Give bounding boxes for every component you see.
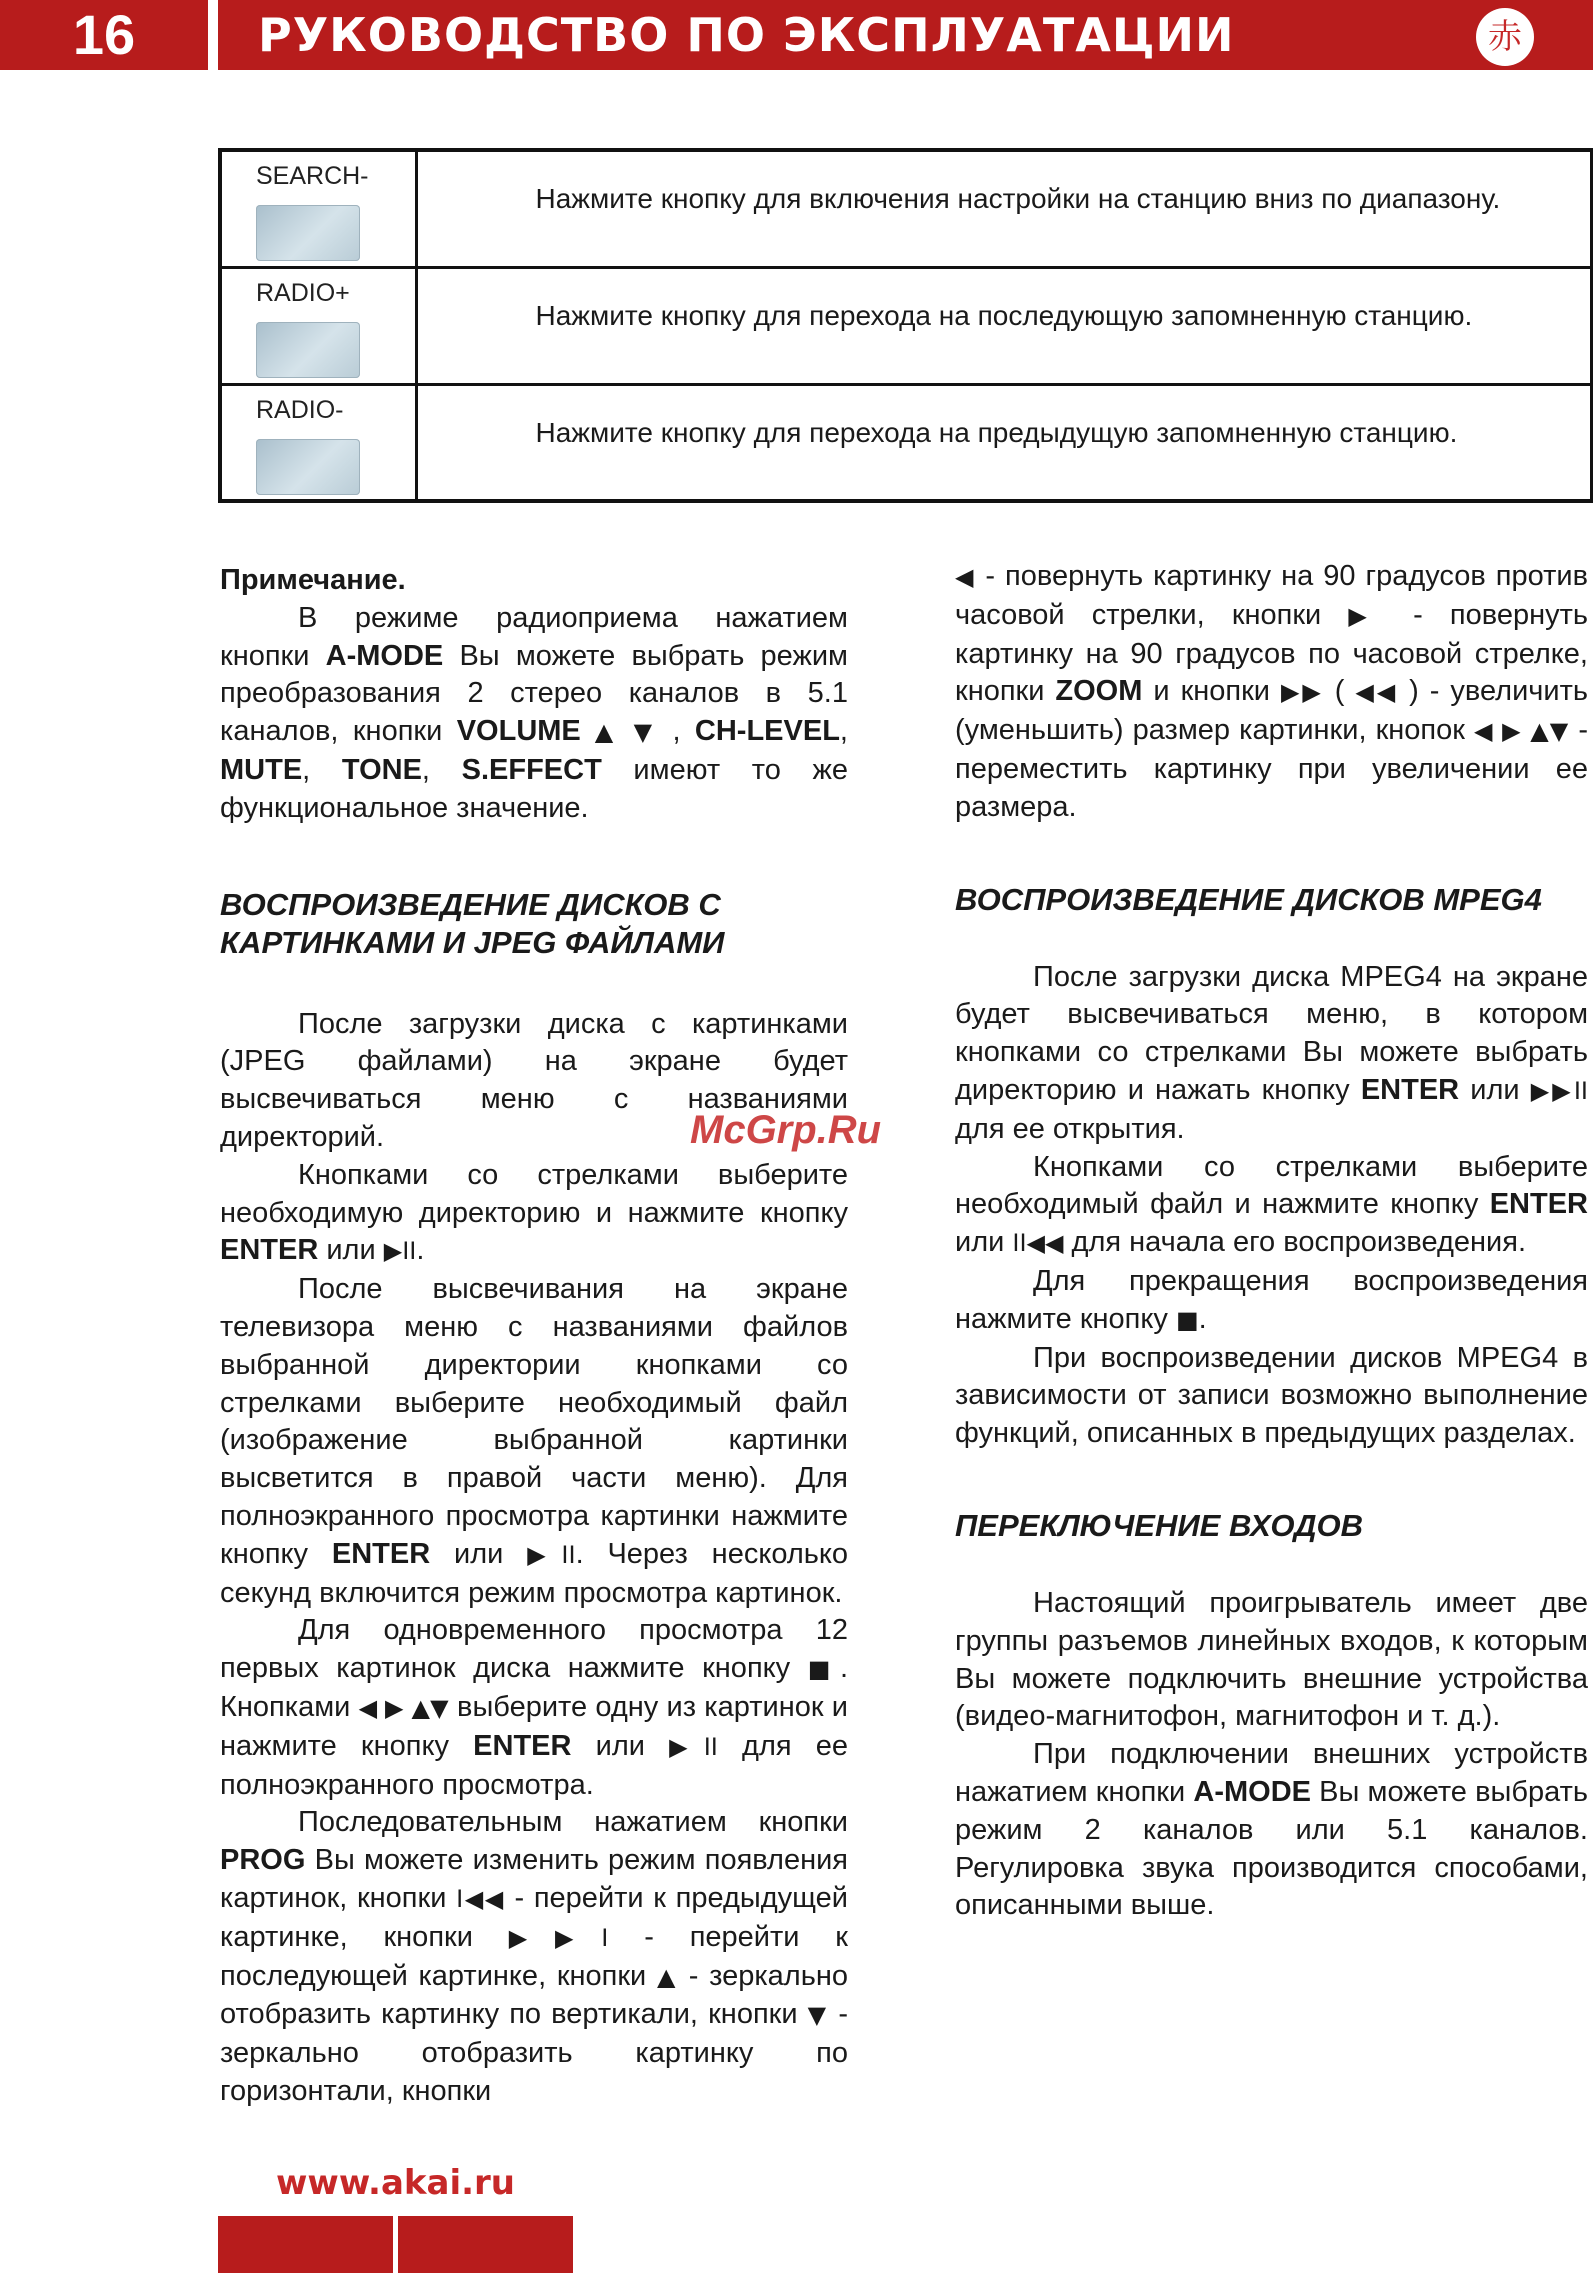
down-arrow-icon: ▼: [807, 2001, 829, 2030]
next-icon: ▶▶I: [508, 1923, 609, 1952]
key-label-radio-plus: RADIO+: [256, 278, 350, 307]
jpeg-section-title: ВОСПРОИЗВЕДЕНИЕ ДИСКОВ С КАРТИНКАМИ И JPEG ФАЙЛАМИ: [220, 886, 725, 960]
key-cell: [220, 384, 416, 501]
desc-cell: [416, 384, 1592, 501]
pause-prev-icon: II◀◀: [1012, 1229, 1064, 1258]
play-pause-icon: ▶II: [669, 1732, 718, 1761]
watermark: McGrp.Ru: [690, 1108, 882, 1152]
key-description: Нажмите кнопку для перехода на предыдущую запомненную станцию.: [535, 416, 1458, 448]
stop-icon: ■: [1175, 1305, 1199, 1334]
jpeg-paragraph: После высвечивания на экране телевизора меню с названиями файлов выбранной директории кнопками со стрелками выберите необходимый файл (изображение выбранной картинки высветится в правой части меню). Для полноэкранного просмотра картинки нажмите кнопку ENTER или ▶II. Через несколько секунд включится режим просмотра картинок.: [220, 1273, 848, 1609]
note-title: Примечание.: [220, 564, 406, 596]
desc-cell: [416, 267, 1592, 384]
mpeg4-paragraph: Кнопками со стрелками выберите необходимый файл и нажмите кнопку ENTER или II◀◀ для начала его воспроизведения.: [955, 1150, 1588, 1259]
table-row: [220, 267, 1592, 384]
mpeg4-paragraph: Для прекращения воспроизведения нажмите кнопку ■.: [955, 1264, 1588, 1335]
radio-minus-button-icon: [256, 439, 360, 495]
page-title: РУКОВОДСТВО ПО ЭКСПЛУАТАЦИИ: [258, 8, 1235, 62]
arrows-icon: ◀ ▶ ▲▼: [358, 1693, 449, 1722]
fast-forward-icon: ▶▶: [1280, 678, 1324, 707]
left-column: [220, 562, 848, 2111]
key-description: Нажмите кнопку для перехода на последующую запомненную станцию.: [535, 299, 1473, 331]
up-down-arrows-icon: ▲ ▼: [580, 718, 673, 747]
footer-website-link[interactable]: www.akai.ru: [276, 2163, 516, 2203]
radio-plus-button-icon: [256, 322, 360, 378]
jpeg-paragraph: Для одновременного просмотра 12 первых картинок диска нажмите кнопку ■. Кнопками ◀ ▶ ▲▼ выберите одну из картинок и нажмите кнопку ENTER или ▶II для ее полноэкранного просмотра.: [220, 1614, 849, 1801]
key-description: Нажмите кнопку для включения настройки на станцию вниз по диапазону.: [535, 183, 1501, 214]
stop-icon: ■: [807, 1655, 840, 1684]
right-column: [955, 558, 1588, 1925]
search-minus-button-icon: [256, 205, 360, 261]
mpeg4-paragraph: При воспроизведении дисков MPEG4 в зависимости от записи возможно выполнение функций, описанных в предыдущих разделах.: [955, 1341, 1588, 1450]
jpeg-paragraph: После загрузки диска с картинками (JPEG файлами) на экране будет высвечиваться меню с названиями директорий.: [220, 1007, 848, 1153]
table-row: [220, 150, 1592, 267]
note-text: В режиме радиоприема нажатием кнопки A-MODE Вы можете выбрать режим преобразования 2 стерео каналов в 5.1 каналов, кнопки VOLUME ▲ ▼ , CH-LEVEL, MUTE, TONE, S.EFFECT имеют то же функциональное значение.: [220, 601, 848, 824]
table-row: [220, 384, 1592, 501]
key-cell: [220, 267, 416, 384]
play-pause-icon: ▶II: [383, 1237, 417, 1266]
key-cell: [220, 150, 416, 267]
play-pause-icon: ▶II: [527, 1540, 576, 1569]
up-arrow-icon: ▲: [656, 1962, 679, 1991]
inputs-section-title: ПЕРЕКЛЮЧЕНИЕ ВХОДОВ: [955, 1507, 1364, 1543]
footer-block-left: [218, 2216, 393, 2273]
key-label-radio-minus: RADIO-: [256, 395, 344, 424]
inputs-paragraph: При подключении внешних устройств нажатием кнопки A-MODE Вы можете выбрать режим 2 каналов или 5.1 каналов. Регулировка звука производится способами, описанными выше.: [955, 1738, 1588, 1922]
right-arrow-icon: ▶: [1348, 601, 1386, 630]
mpeg4-paragraph: После загрузки диска MPEG4 на экране будет высвечиваться меню, в котором кнопками со стрелками Вы можете выбрать директорию и нажать кнопку ENTER или ▶▶II для ее открытия.: [955, 960, 1588, 1145]
arrows-icon: ◀ ▶ ▲▼: [1474, 717, 1570, 746]
jpeg-paragraph: Последовательным нажатием кнопки PROG Вы можете изменить режим появления картинок, кнопки I◀◀ - перейти к предыдущей картинке, кнопки ▶▶I - перейти к последующей картинке, кнопки ▲ - зеркально отобразить картинку по вертикали, кнопки ▼ - зеркально отобразить картинку по горизонтали, кнопки: [220, 1806, 848, 2107]
left-arrow-icon: ◀: [955, 563, 976, 591]
prev-icon: I◀◀: [456, 1884, 505, 1913]
ff-pause-icon: ▶▶II: [1530, 1076, 1588, 1105]
inputs-paragraph: Настоящий проигрыватель имеет две группы разъемов линейных входов, к которым Вы можете подключить внешние устройства (видео-магнитофон, магнитофон и т. д.).: [955, 1586, 1588, 1733]
footer-block-right: [398, 2216, 573, 2273]
jpeg-paragraph-continued: ◀ - повернуть картинку на 90 градусов против часовой стрелки, кнопки ▶ - повернуть картинку на 90 градусов по часовой стрелке, кнопки ZOOM и кнопки ▶▶ ( ◀◀ ) - увеличить (уменьшить) размер картинки, кнопок ◀ ▶ ▲▼ - переместить картинку при увеличении ее размера.: [955, 560, 1589, 823]
rewind-icon: ◀◀: [1355, 678, 1399, 707]
desc-cell: [416, 150, 1592, 267]
mpeg4-section-title: ВОСПРОИЗВЕДЕНИЕ ДИСКОВ MPEG4: [955, 881, 1542, 917]
key-label-search-minus: SEARCH-: [256, 162, 369, 190]
remote-keys-table: [218, 148, 1593, 503]
page-number: 16: [0, 0, 208, 70]
brand-logo-icon: 赤: [1476, 8, 1534, 66]
page-header: [0, 0, 1593, 76]
jpeg-paragraph: Кнопками со стрелками выберите необходимую директорию и нажмите кнопку ENTER или ▶II.: [220, 1158, 848, 1267]
